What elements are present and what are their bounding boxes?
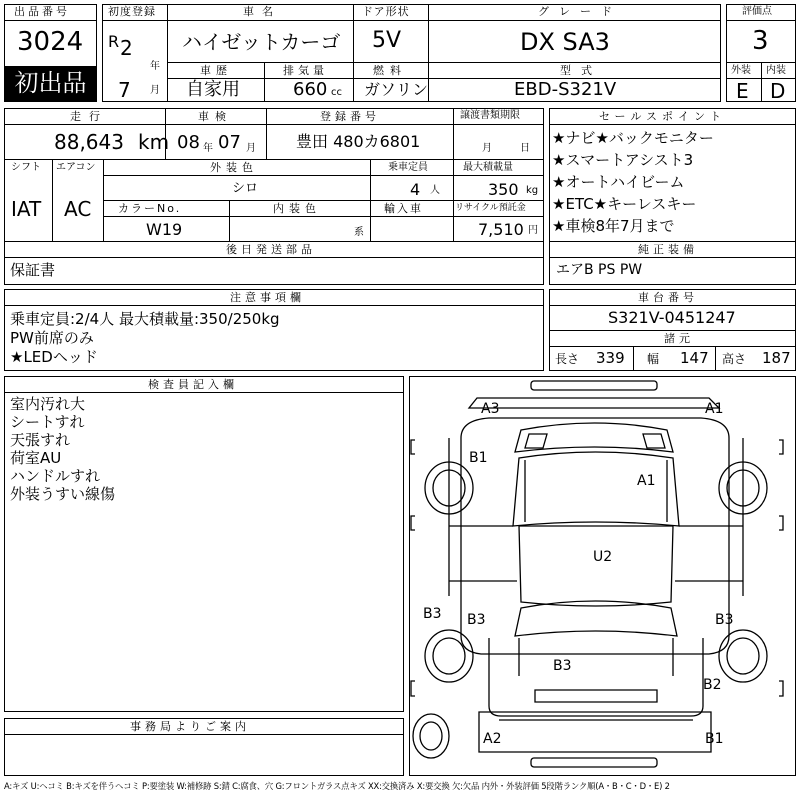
interior-label: 内装 (766, 65, 786, 76)
first-reg-year: 2 (120, 36, 133, 60)
door-value: 5V (372, 28, 402, 53)
displacement-label: 排気量 (283, 64, 328, 77)
mileage-unit: km (138, 130, 170, 154)
height-value: 187 (762, 349, 791, 367)
sales-point-item: ★スマートアシスト3 (552, 151, 694, 169)
grade-label: グレード (538, 5, 622, 18)
transfer-day-unit: 日 (520, 143, 530, 154)
damage-mark: B3 (553, 658, 572, 674)
damage-mark: B1 (705, 731, 724, 747)
model-value: EBD-S321V (514, 79, 617, 100)
damage-mark: A3 (481, 401, 500, 417)
exterior-grade: E (736, 79, 749, 103)
first-reg-month: 7 (118, 78, 131, 102)
load-unit: kg (526, 185, 539, 196)
interior-color-label: 内装色 (273, 202, 321, 215)
car-name: ハイゼットカーゴ (182, 30, 341, 54)
grade-value: DX SA3 (520, 28, 610, 56)
capacity-unit: 人 (430, 185, 440, 196)
office-title: 事務局よりご案内 (130, 720, 250, 733)
caution-line: 乗車定員:2/4人 最大積載量:350/250kg (10, 310, 280, 328)
damage-mark: B3 (423, 606, 442, 622)
length-label: 長さ (555, 352, 580, 366)
transfer-label: 譲渡書類期限 (460, 110, 520, 121)
recycle-label: リサイクル預託金 (455, 203, 526, 213)
ac-label: エアコン (56, 162, 96, 173)
plate-value: 豊田 480カ6801 (296, 132, 421, 151)
inspection-month-unit: 月 (246, 143, 256, 154)
damage-mark: A2 (483, 731, 502, 747)
interior-color-unit: 系 (354, 227, 364, 238)
displacement-unit: cc (331, 87, 342, 98)
score-value: 3 (752, 26, 769, 56)
damage-mark: B3 (467, 612, 486, 628)
recycle-value: 7,510 (478, 220, 524, 239)
mileage-label: 走行 (70, 110, 108, 123)
lot-label: 出品番号 (14, 5, 70, 18)
first-listing-badge: 初出品 (5, 66, 96, 101)
displacement-value: 660 (293, 79, 328, 100)
color-label: 外装色 (210, 161, 258, 174)
sales-points-title: セールスポイント (599, 110, 727, 123)
score-label: 評価点 (742, 6, 772, 17)
width-value: 147 (680, 349, 709, 367)
equipment-value: エアB PS PW (556, 262, 643, 278)
shift-label: シフト (11, 162, 41, 173)
sales-point-item: ★車検8年7月まで (552, 217, 675, 235)
model-label: 型式 (560, 64, 602, 77)
history-label: 車歴 (200, 64, 232, 77)
month-unit: 月 (150, 85, 160, 96)
legend-text: A:キズ U:ヘコミ B:キズを伴うヘコミ P:要塗装 W:補修跡 S:錆 C:腐食、穴 G:フロントガラス点キズ XX:交換済み X:要交換 欠:欠品 内外・外装評価 5段階ランク順(A・B・C・D・E) 2 (4, 781, 670, 791)
history-value: 自家用 (186, 79, 240, 100)
width-label: 幅 (647, 352, 660, 366)
fuel-label: 燃料 (373, 64, 407, 77)
first-reg-label: 初度登録 (108, 5, 156, 18)
height-label: 高さ (722, 352, 747, 366)
ac-value: AC (64, 197, 92, 221)
caution-line: PW前席のみ (10, 329, 94, 347)
damage-mark: A1 (637, 473, 656, 489)
color-no-value: W19 (146, 220, 183, 239)
damage-mark: A1 (705, 401, 724, 417)
recycle-unit: 円 (528, 225, 538, 236)
shift-value: IAT (11, 197, 42, 221)
inspector-line: 室内汚れ大 (10, 395, 86, 413)
length-value: 339 (596, 349, 625, 367)
door-label: ドア形状 (362, 5, 410, 18)
sales-point-item: ★ナビ★バックモニター (552, 129, 714, 147)
load-label: 最大積載量 (463, 162, 513, 173)
later-parts-label: 後日発送部品 (226, 243, 316, 256)
lot-number: 3024 (17, 27, 84, 57)
sales-point-item: ★オートハイビーム (552, 173, 685, 191)
later-parts-value: 保証書 (10, 261, 56, 279)
capacity-label: 乗車定員 (388, 162, 428, 173)
inspection-month: 07 (218, 132, 241, 153)
inspector-title: 検査員記入欄 (148, 378, 238, 391)
inspector-line: 外装うすい線傷 (10, 485, 116, 503)
damage-mark: B3 (715, 612, 734, 628)
fuel-value: ガソリン (364, 80, 429, 99)
equipment-title: 純正装備 (638, 243, 698, 256)
inspector-line: シートすれ (10, 413, 85, 431)
inspection-year: 08 (177, 132, 200, 153)
interior-grade: D (770, 79, 786, 103)
car-diagram (409, 376, 796, 776)
color-value: シロ (232, 181, 259, 196)
capacity-value: 4 (410, 180, 421, 199)
damage-mark: U2 (593, 549, 613, 565)
damage-mark: B1 (469, 450, 488, 466)
caution-title: 注意事項欄 (230, 291, 305, 304)
import-label: 輸入車 (384, 202, 423, 215)
car-name-label: 車名 (243, 5, 281, 18)
exterior-label: 外装 (731, 65, 751, 76)
load-value: 350 (488, 180, 519, 199)
inspector-line: ハンドルすれ (10, 467, 101, 485)
era: R (108, 32, 120, 51)
year-unit: 年 (150, 61, 160, 72)
inspector-line: 天張すれ (10, 431, 71, 449)
caution-line: ★LEDヘッド (10, 348, 98, 366)
mileage-value: 88,643 (54, 130, 124, 154)
plate-label: 登録番号 (320, 110, 380, 123)
sales-point-item: ★ETC★キーレスキー (552, 195, 697, 213)
dims-title: 諸元 (664, 332, 694, 345)
color-no-label: カラーNo. (118, 202, 182, 215)
inspection-label: 車検 (198, 110, 232, 123)
chassis-number: S321V-0451247 (608, 308, 736, 327)
chassis-title: 車台番号 (638, 291, 698, 304)
damage-mark: B2 (703, 677, 722, 693)
inspection-year-unit: 年 (203, 143, 213, 154)
transfer-month-unit: 月 (482, 143, 492, 154)
inspector-line: 荷室AU (10, 449, 62, 467)
